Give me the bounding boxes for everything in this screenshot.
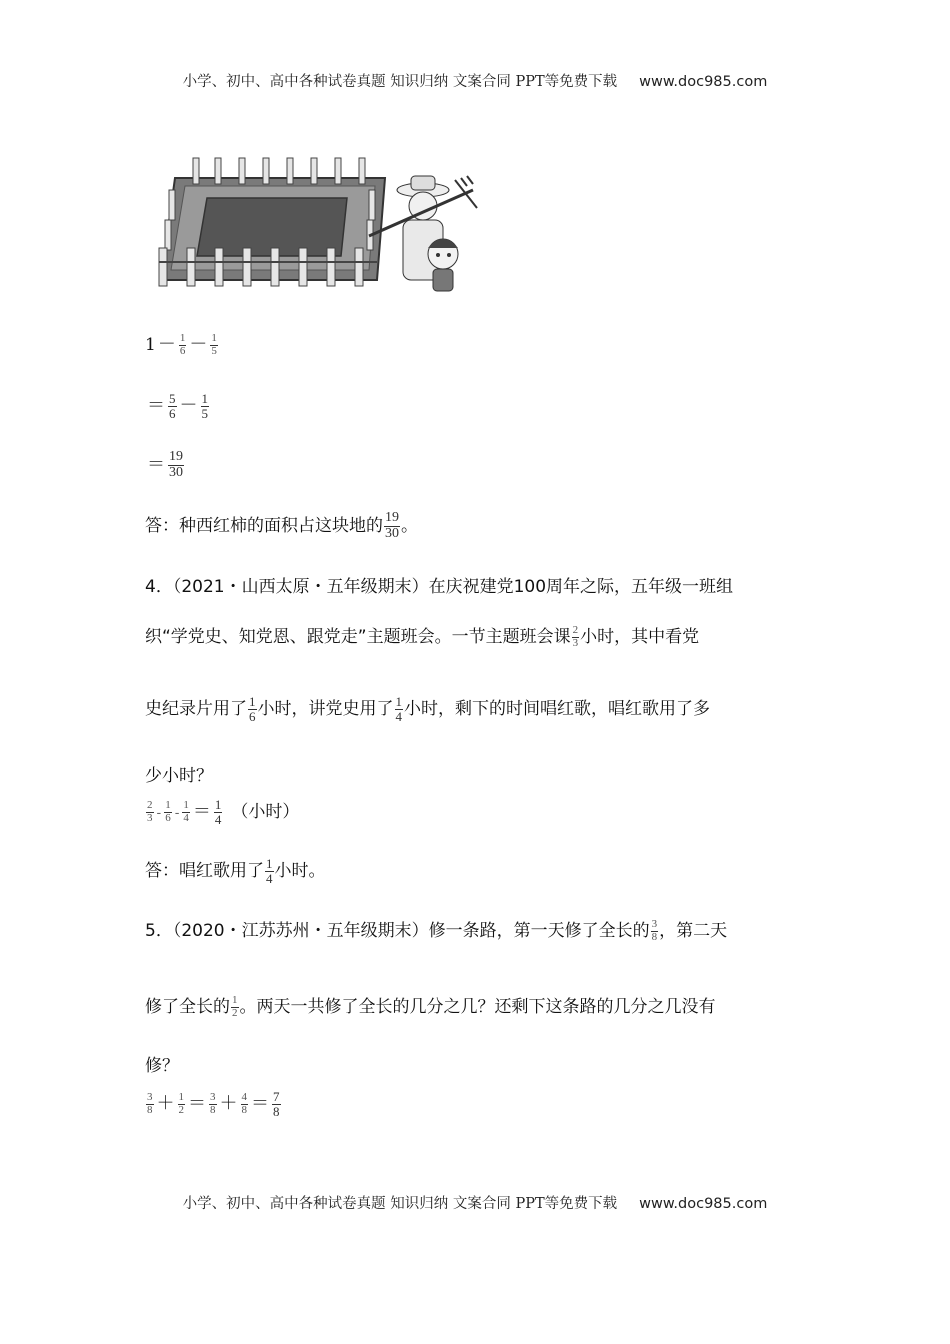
denominator: 4 bbox=[395, 708, 402, 724]
q3-step2 bbox=[145, 391, 210, 420]
equals-sign: ＝ bbox=[188, 1093, 206, 1114]
denominator: 4 bbox=[214, 811, 222, 827]
fraction bbox=[210, 333, 218, 357]
text: 修了全长的 bbox=[145, 997, 230, 1017]
q4-calc bbox=[145, 797, 299, 826]
q4-line4: 少小时？ bbox=[145, 766, 213, 786]
text: 织“学党史、知党恩、跟党走”主题班会。一节主题班会课 bbox=[145, 627, 571, 647]
q5-calc bbox=[145, 1089, 282, 1118]
text: 。两天一共修了全长的几分之几？还剩下这条路的几分之几没有 bbox=[239, 997, 716, 1017]
q4-line2 bbox=[145, 622, 699, 649]
denominator: 8 bbox=[147, 1103, 153, 1116]
denominator: 2 bbox=[178, 1103, 184, 1116]
numerator: 3 bbox=[651, 917, 658, 930]
operator: － bbox=[157, 334, 176, 355]
numerator: 1 bbox=[232, 993, 238, 1006]
equals-sign: ＝ bbox=[147, 395, 165, 416]
equals-sign: ＝ bbox=[192, 801, 211, 822]
numerator: 1 bbox=[201, 390, 208, 406]
fraction bbox=[179, 333, 187, 357]
text: 小时，剩下的时间唱红歌，唱红歌用了多 bbox=[404, 699, 710, 719]
q4-line3 bbox=[145, 694, 710, 723]
numerator: 1 bbox=[266, 855, 273, 871]
denominator: 2 bbox=[232, 1006, 238, 1019]
denominator: 3 bbox=[572, 636, 579, 649]
unit-label: （小时） bbox=[231, 802, 300, 822]
q4-answer bbox=[145, 856, 326, 885]
header-text: 小学、初中、高中各种试卷真题 知识归纳 文案合同 PPT等免费下载 bbox=[182, 74, 618, 90]
numerator: 7 bbox=[273, 1088, 280, 1104]
denominator: 6 bbox=[165, 811, 171, 824]
fraction bbox=[214, 798, 223, 826]
numerator: 1 bbox=[214, 796, 222, 812]
numerator: 1 bbox=[211, 331, 217, 344]
denominator: 30 bbox=[169, 464, 183, 480]
answer-end: 小时。 bbox=[274, 861, 326, 881]
answer-text: 答：唱红歌用了 bbox=[145, 861, 264, 881]
denominator: 8 bbox=[651, 930, 658, 943]
q5-line1 bbox=[145, 916, 727, 943]
fraction bbox=[182, 800, 190, 824]
q4-line1: 4．（2021・山西太原・五年级期末）在庆祝建党100周年之际，五年级一班组 bbox=[145, 577, 734, 597]
denominator: 6 bbox=[169, 405, 176, 421]
fraction bbox=[572, 625, 580, 649]
fraction bbox=[395, 695, 404, 723]
q5-line3: 修？ bbox=[145, 1056, 179, 1076]
fraction bbox=[178, 1092, 186, 1116]
garden-illustration bbox=[155, 150, 485, 300]
lead-number: 1 bbox=[145, 335, 156, 355]
operator: - bbox=[174, 806, 180, 821]
denominator: 8 bbox=[241, 1103, 247, 1116]
numerator: 2 bbox=[147, 798, 153, 811]
q3-answer bbox=[145, 511, 418, 541]
fraction bbox=[272, 1090, 281, 1118]
numerator: 19 bbox=[169, 449, 183, 464]
fraction bbox=[209, 1092, 217, 1116]
fraction bbox=[265, 857, 274, 885]
text: ，第二天 bbox=[659, 921, 728, 941]
fraction bbox=[146, 1092, 154, 1116]
operator: － bbox=[179, 395, 198, 416]
page-footer bbox=[0, 1192, 950, 1213]
footer-text: 小学、初中、高中各种试卷真题 知识归纳 文案合同 PPT等免费下载 bbox=[182, 1196, 618, 1212]
denominator: 8 bbox=[210, 1103, 216, 1116]
denominator: 8 bbox=[273, 1103, 280, 1119]
fraction bbox=[384, 511, 400, 541]
numerator: 2 bbox=[572, 623, 579, 636]
operator: ＋ bbox=[219, 1093, 238, 1114]
numerator: 5 bbox=[169, 390, 176, 406]
equals-sign: ＝ bbox=[147, 454, 165, 476]
numerator: 4 bbox=[241, 1090, 247, 1103]
fraction bbox=[164, 800, 172, 824]
fraction bbox=[231, 995, 239, 1019]
denominator: 4 bbox=[183, 811, 189, 824]
operator: - bbox=[156, 806, 162, 821]
text: 史纪录片用了 bbox=[145, 699, 247, 719]
fraction bbox=[168, 392, 177, 420]
fraction bbox=[201, 392, 210, 420]
fraction bbox=[241, 1092, 249, 1116]
fraction bbox=[146, 800, 154, 824]
text: 小时，讲党史用了 bbox=[257, 699, 394, 719]
denominator: 5 bbox=[201, 405, 208, 421]
numerator: 1 bbox=[183, 798, 189, 811]
q3-step1 bbox=[145, 330, 219, 357]
header-site: www.doc985.com bbox=[639, 74, 768, 90]
fraction bbox=[651, 919, 659, 943]
fraction bbox=[168, 450, 184, 480]
operator: － bbox=[189, 334, 208, 355]
footer-site: www.doc985.com bbox=[639, 1196, 768, 1212]
operator: ＋ bbox=[156, 1093, 175, 1114]
q5-line2 bbox=[145, 992, 716, 1019]
answer-text: 答：种西红柿的面积占这块地的 bbox=[145, 516, 383, 537]
denominator: 3 bbox=[147, 811, 153, 824]
page-header bbox=[0, 70, 950, 91]
answer-end: 。 bbox=[401, 516, 418, 537]
equals-sign: ＝ bbox=[251, 1093, 269, 1114]
numerator: 1 bbox=[249, 693, 256, 709]
denominator: 4 bbox=[266, 870, 273, 886]
denominator: 6 bbox=[249, 708, 256, 724]
numerator: 1 bbox=[179, 331, 186, 344]
fraction bbox=[248, 695, 257, 723]
numerator: 19 bbox=[385, 510, 399, 525]
q3-step3 bbox=[145, 450, 185, 480]
numerator: 1 bbox=[395, 693, 402, 709]
numerator: 3 bbox=[210, 1090, 216, 1103]
text: 小时，其中看党 bbox=[580, 627, 700, 647]
denominator: 5 bbox=[211, 344, 217, 357]
denominator: 6 bbox=[179, 344, 186, 357]
numerator: 1 bbox=[178, 1090, 184, 1103]
text: 5．（2020・江苏苏州・五年级期末）修一条路，第一天修了全长的 bbox=[145, 921, 650, 941]
denominator: 30 bbox=[385, 525, 399, 541]
numerator: 1 bbox=[165, 798, 171, 811]
numerator: 3 bbox=[147, 1090, 153, 1103]
